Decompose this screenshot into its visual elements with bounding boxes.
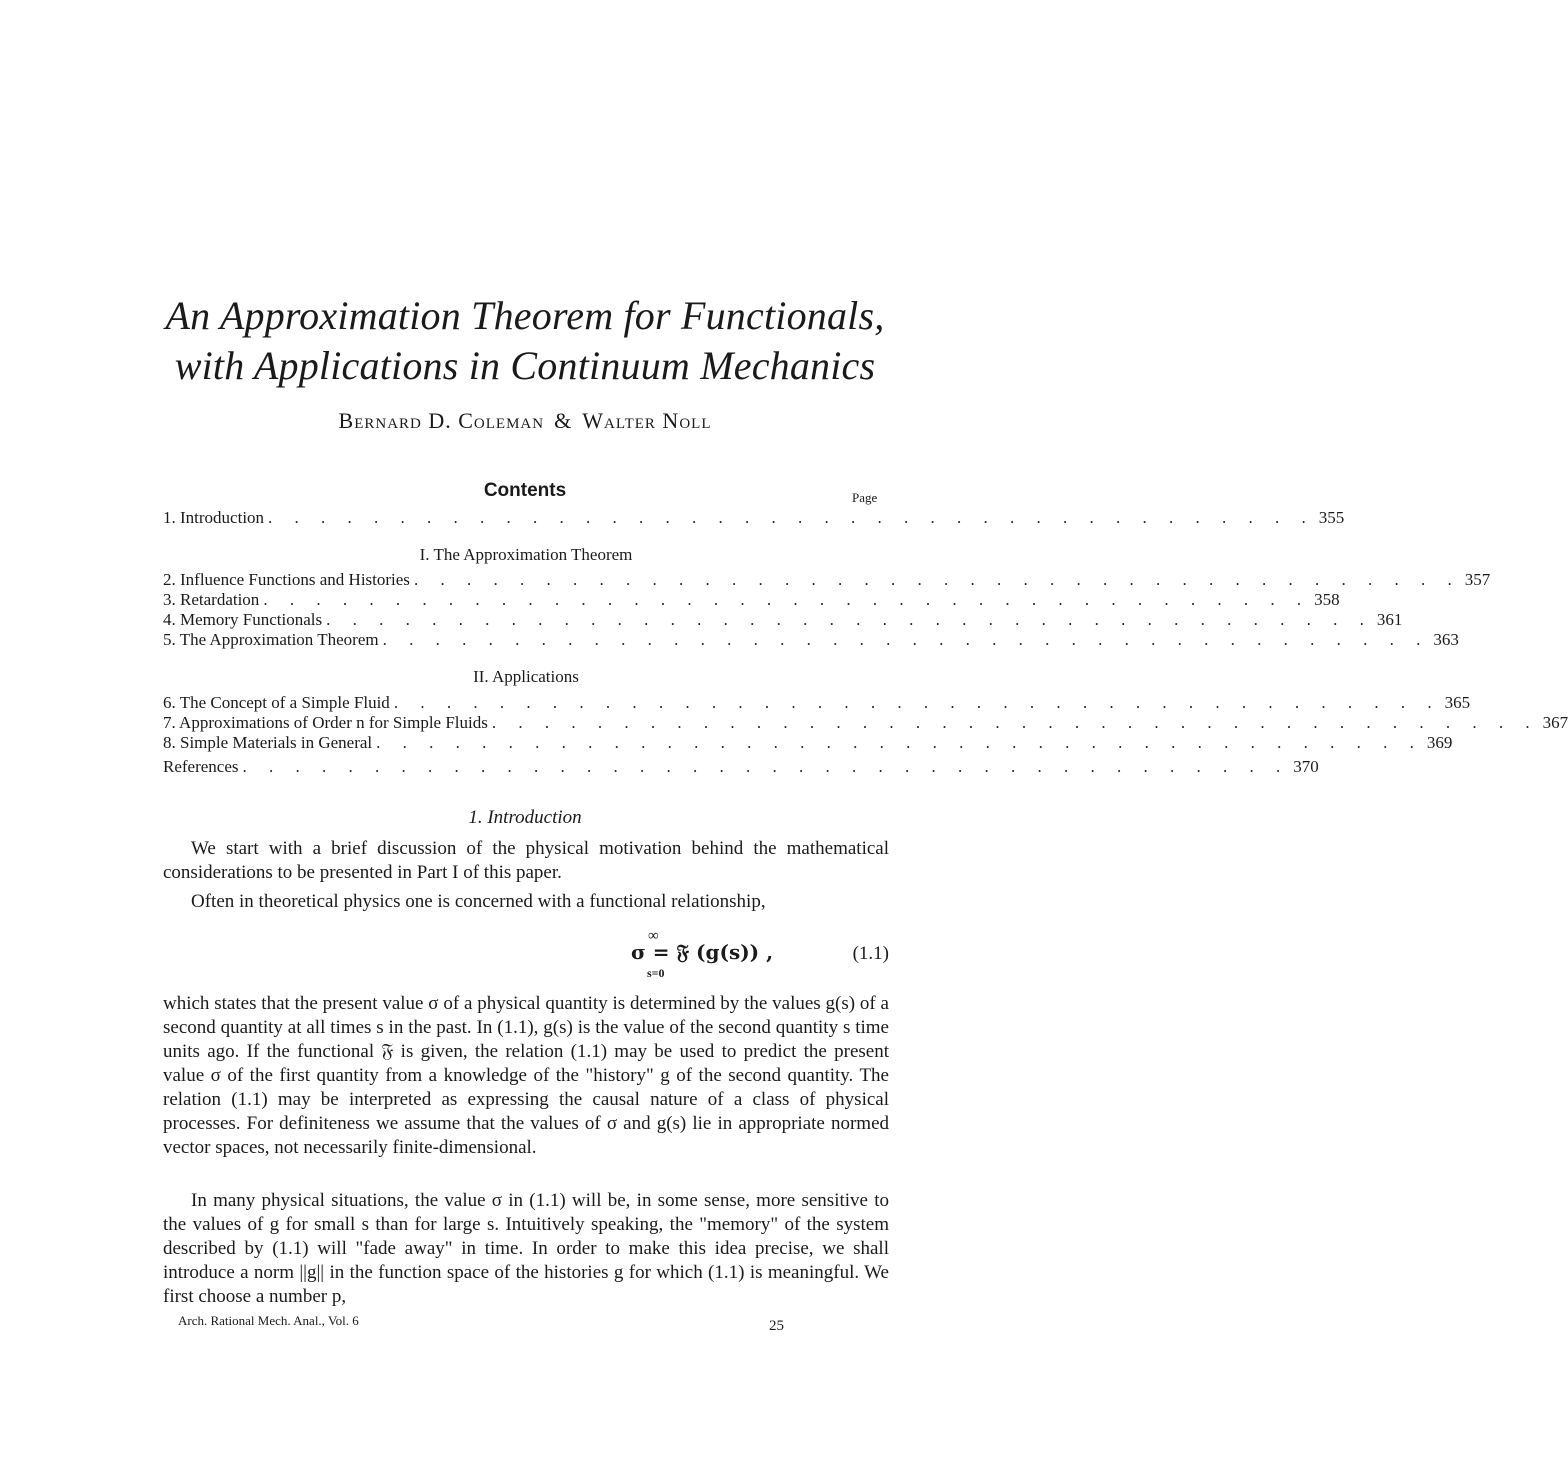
toc-entry-simple-fluid: [163, 693, 1471, 713]
toc-part-2-heading: II. Applications: [473, 667, 579, 686]
toc-entry-approximation-theorem: [163, 630, 1459, 650]
toc-label: 6. The Concept of a Simple Fluid: [163, 693, 390, 712]
contents-heading: Contents: [483, 480, 567, 501]
toc-label: References: [163, 757, 239, 776]
toc-page: 370: [1293, 757, 1319, 776]
title-line-1: An Approximation Theorem for Functionals,: [165, 293, 885, 338]
paragraph-3: which states that the present value σ of a physical quantity is determined by the values g(s) of a second quantity at all times s in the past. In (1.1), g(s) is the value of the second quantity s time units ago. If the functional 𝔉 is given, the relation (1.1) may be used to predict the present value σ of the first quantity from a knowledge of the "history" g of the second quantity. The relation (1.1) may be interpreted as expressing the causal nature of a class of physical processes. For definiteness we assume that the values of σ and g(s) lie in appropriate normed vector spaces, not necessarily finite-dimensional.: [163, 993, 889, 1158]
page-column-heading: Page: [852, 490, 878, 505]
section-heading-introduction: 1. Introduction: [468, 807, 582, 828]
toc-leader: . . . . . . . . . . . . . . . . . . . . . . . . . . . . . . . . . . . . . . . .: [242, 757, 1290, 776]
toc-leader: . . . . . . . . . . . . . . . . . . . . . . . . . . . . . . . . . . . . . . . .: [393, 693, 1441, 712]
toc-leader: . . . . . . . . . . . . . . . . . . . . . . . . . . . . . . . . . . . . . . . .: [413, 570, 1461, 589]
toc-leader: . . . . . . . . . . . . . . . . . . . . . . . . . . . . . . . . . . . . . . . .: [268, 508, 1315, 527]
paragraph-2: Often in theoretical physics one is concerned with a functional relationship,: [191, 891, 766, 912]
toc-entry-approximations-order-n: [163, 713, 1568, 733]
toc-page: 357: [1464, 570, 1491, 589]
toc-label: 8. Simple Materials in General: [163, 733, 373, 752]
toc-entry-memory-functionals: [163, 610, 1403, 630]
toc-entry-retardation: [163, 590, 1340, 610]
equation-number: (1.1): [852, 943, 889, 964]
toc-label: 4. Memory Functionals: [163, 610, 323, 629]
toc-entry-simple-materials: [163, 733, 1453, 753]
title-line-2: with Applications in Continuum Mechanics: [174, 343, 876, 388]
footer-journal: Arch. Rational Mech. Anal., Vol. 6: [178, 1313, 359, 1328]
equation-formula: σ = 𝔉 (g(s)) ,: [631, 940, 774, 964]
toc-leader: . . . . . . . . . . . . . . . . . . . . . . . . . . . . . . . . . . . . . . . .: [376, 733, 1423, 752]
toc-page: 358: [1314, 590, 1340, 609]
toc-label: 3. Retardation: [163, 590, 260, 609]
paragraph-4: In many physical situations, the value σ in (1.1) will be, in some sense, more sensitive to the values of g for small s than for large s. Intuitively speaking, the "memory" of the system described by (1.1) will "fade away" in time. In order to make this idea precise, we shall introduce a norm ||g|| in the function space of the histories g for which (1.1) is meaningful. We first choose a number p,: [163, 1190, 889, 1307]
toc-page: 361: [1376, 610, 1403, 629]
toc-entry-introduction: [163, 508, 1345, 528]
toc-label: 5. The Approximation Theorem: [163, 630, 379, 649]
footer-page-number: 25: [769, 1318, 784, 1334]
toc-label: 1. Introduction: [163, 508, 265, 527]
toc-label: 2. Influence Functions and Histories: [163, 570, 410, 589]
toc-part-1-heading: I. The Approximation Theorem: [419, 545, 633, 564]
toc-entry-references: [163, 757, 1319, 777]
author-coleman: Bernard D. Coleman: [338, 408, 545, 433]
toc-page: 369: [1426, 733, 1453, 752]
toc-page: 367: [1542, 713, 1568, 732]
toc-leader: . . . . . . . . . . . . . . . . . . . . . . . . . . . . . . . . . . . . . . . .: [382, 630, 1430, 649]
equation-1-1: [163, 926, 889, 982]
toc-page: 363: [1433, 630, 1459, 649]
toc-page: 365: [1444, 693, 1471, 712]
toc-entry-influence-functions: [163, 570, 1491, 590]
toc-leader: . . . . . . . . . . . . . . . . . . . . . . . . . . . . . . . . . . . . . . . .: [491, 713, 1539, 732]
toc-label: 7. Approximations of Order n for Simple Fluids: [163, 713, 488, 732]
toc-leader: . . . . . . . . . . . . . . . . . . . . . . . . . . . . . . . . . . . . . . . .: [326, 610, 1373, 629]
authors: [0, 408, 1050, 434]
equation-lower-limit: s=0: [647, 966, 665, 980]
equation-upper-limit: ∞: [648, 928, 659, 944]
paragraph-1: We start with a brief discussion of the physical motivation behind the mathematical considerations to be presented in Part I of this paper.: [163, 838, 889, 883]
author-separator: &: [554, 408, 573, 433]
toc-page: 355: [1318, 508, 1345, 527]
toc-leader: . . . . . . . . . . . . . . . . . . . . . . . . . . . . . . . . . . . . . . . .: [263, 590, 1311, 609]
author-noll: Walter Noll: [582, 408, 712, 433]
